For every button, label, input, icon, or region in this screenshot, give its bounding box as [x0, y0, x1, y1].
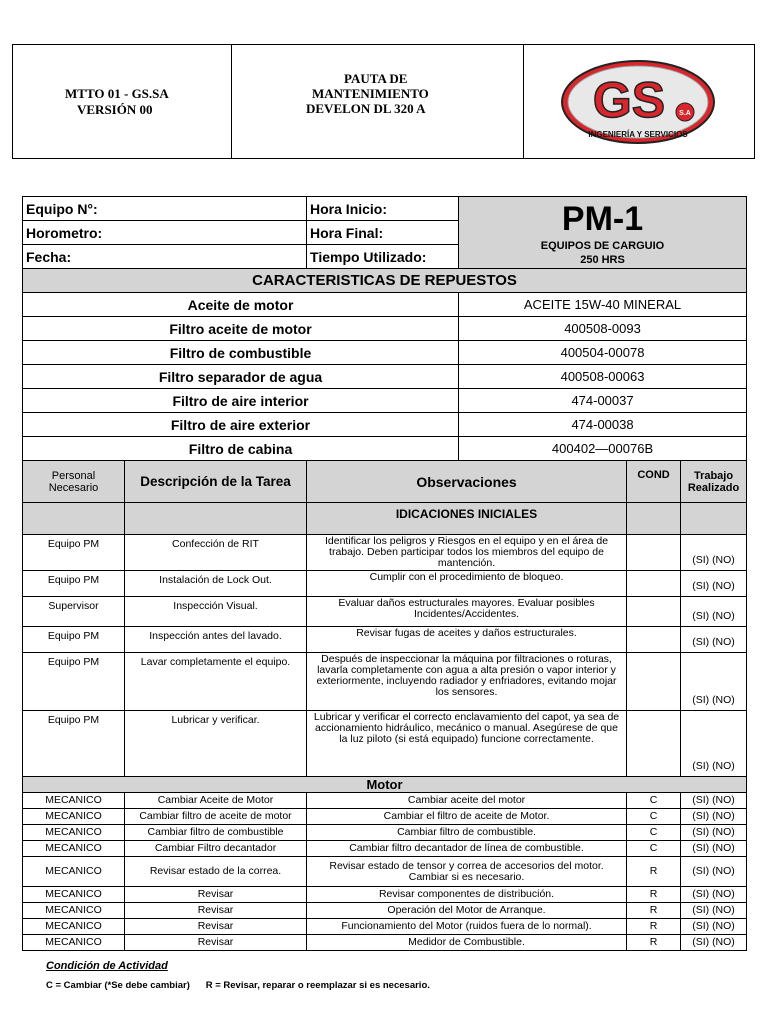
- task-personal: MECANICO: [23, 809, 125, 825]
- blank-cell: [23, 503, 125, 535]
- task-row: [23, 935, 747, 951]
- task-description: Revisar: [125, 903, 307, 919]
- task-observation: Identificar los peligros y Riesgos en el equipo y en el área de trabajo. Deben participar todos los miembros del equipo de mantención.: [307, 535, 627, 571]
- blank-cell: [125, 503, 307, 535]
- task-row: [23, 793, 747, 809]
- task-personal: MECANICO: [23, 935, 125, 951]
- task-row: [23, 841, 747, 857]
- task-observation: Cambiar el filtro de aceite de Motor.: [307, 809, 627, 825]
- task-observation: Revisar estado de tensor y correa de accesorios del motor. Cambiar si es necesario.: [307, 857, 627, 887]
- logo-badge: S.A: [679, 110, 691, 117]
- task-row: [23, 825, 747, 841]
- repuesto-value: 400504-00078: [459, 341, 747, 365]
- task-description: Revisar estado de la correa.: [125, 857, 307, 887]
- task-observation: Cumplir con el procedimiento de bloqueo.: [307, 571, 627, 597]
- repuesto-name: Filtro separador de agua: [23, 365, 459, 389]
- repuesto-name: Filtro aceite de motor: [23, 317, 459, 341]
- task-done-toggle[interactable]: (SI) (NO): [681, 935, 747, 951]
- hora-final-field[interactable]: Hora Final:: [307, 221, 459, 245]
- pm-title-cell: [459, 197, 747, 269]
- task-description: Revisar: [125, 887, 307, 903]
- task-done-toggle[interactable]: (SI) (NO): [681, 793, 747, 809]
- task-description: Confección de RIT: [125, 535, 307, 571]
- task-personal: Supervisor: [23, 597, 125, 627]
- task-done-toggle[interactable]: (SI) (NO): [681, 903, 747, 919]
- task-done-toggle[interactable]: (SI) (NO): [681, 627, 747, 653]
- doc-version: VERSIÓN 00: [77, 102, 153, 117]
- task-row: [23, 919, 747, 935]
- task-observation: Cambiar filtro decantador de línea de combustible.: [307, 841, 627, 857]
- doc-code: MTTO 01 - GS.SA: [65, 86, 169, 101]
- task-cond: [627, 627, 681, 653]
- repuesto-value: 474-00037: [459, 389, 747, 413]
- repuesto-row: [23, 437, 747, 461]
- condicion-legend: C = Cambiar (*Se debe cambiar) R = Revisar, reparar o reemplazar si es necesario.: [46, 980, 430, 991]
- task-cond: R: [627, 887, 681, 903]
- fecha-field[interactable]: Fecha:: [23, 245, 307, 269]
- task-personal: MECANICO: [23, 841, 125, 857]
- task-personal: MECANICO: [23, 793, 125, 809]
- repuesto-value: ACEITE 15W-40 MINERAL: [459, 293, 747, 317]
- task-description: Revisar: [125, 935, 307, 951]
- task-done-toggle[interactable]: (SI) (NO): [681, 825, 747, 841]
- col-observaciones: Observaciones: [307, 461, 627, 503]
- task-done-toggle[interactable]: (SI) (NO): [681, 653, 747, 711]
- task-done-toggle[interactable]: (SI) (NO): [681, 571, 747, 597]
- task-done-toggle[interactable]: (SI) (NO): [681, 711, 747, 777]
- task-cond: [627, 711, 681, 777]
- task-done-toggle[interactable]: (SI) (NO): [681, 841, 747, 857]
- task-personal: MECANICO: [23, 825, 125, 841]
- equipo-field[interactable]: Equipo N°:: [23, 197, 307, 221]
- task-observation: Evaluar daños estructurales mayores. Evaluar posibles Incidentes/Accidentes.: [307, 597, 627, 627]
- task-personal: Equipo PM: [23, 627, 125, 653]
- repuesto-value: 400402—00076B: [459, 437, 747, 461]
- company-logo: [559, 57, 717, 147]
- task-cond: [627, 653, 681, 711]
- task-cond: C: [627, 825, 681, 841]
- pm-sub2: 250 HRS: [580, 254, 625, 266]
- task-description: Revisar: [125, 919, 307, 935]
- task-cond: C: [627, 841, 681, 857]
- col-descripcion: Descripción de la Tarea: [125, 461, 307, 503]
- logo-text: GS: [592, 72, 666, 128]
- task-observation: Medidor de Combustible.: [307, 935, 627, 951]
- task-done-toggle[interactable]: (SI) (NO): [681, 535, 747, 571]
- task-observation: Después de inspeccionar la máquina por filtraciones o roturas, lavarla completamente con agua a alta presión o vapor interior y exteriormente, incluyendo radiador y enfriadores, evitando mojar los sensores.: [307, 653, 627, 711]
- task-description: Lavar completamente el equipo.: [125, 653, 307, 711]
- logo-subtitle: INGENIERÍA Y SERVICIOS: [588, 130, 688, 139]
- task-done-toggle[interactable]: (SI) (NO): [681, 597, 747, 627]
- task-done-toggle[interactable]: (SI) (NO): [681, 857, 747, 887]
- task-done-toggle[interactable]: (SI) (NO): [681, 887, 747, 903]
- repuesto-name: Filtro de aire exterior: [23, 413, 459, 437]
- task-observation: Cambiar filtro de combustible.: [307, 825, 627, 841]
- motor-title: Motor: [23, 777, 747, 793]
- task-observation: Revisar componentes de distribución.: [307, 887, 627, 903]
- condicion-title: Condición de Actividad: [46, 960, 168, 972]
- task-observation: Revisar fugas de aceites y daños estructurales.: [307, 627, 627, 653]
- task-description: Instalación de Lock Out.: [125, 571, 307, 597]
- maintenance-table: [22, 196, 747, 951]
- repuesto-name: Filtro de cabina: [23, 437, 459, 461]
- task-observation: Operación del Motor de Arranque.: [307, 903, 627, 919]
- logo-cell: [524, 45, 754, 158]
- task-row: [23, 597, 747, 627]
- task-row: [23, 711, 747, 777]
- repuesto-row: [23, 389, 747, 413]
- col-trabajo: Trabajo Realizado: [681, 461, 747, 503]
- repuesto-row: [23, 365, 747, 389]
- repuesto-name: Aceite de motor: [23, 293, 459, 317]
- task-description: Cambiar filtro de combustible: [125, 825, 307, 841]
- repuestos-title: CARACTERISTICAS DE REPUESTOS: [23, 269, 747, 293]
- task-personal: Equipo PM: [23, 711, 125, 777]
- task-cond: [627, 535, 681, 571]
- task-cond: C: [627, 809, 681, 825]
- task-personal: Equipo PM: [23, 571, 125, 597]
- task-cond: [627, 597, 681, 627]
- repuesto-name: Filtro de combustible: [23, 341, 459, 365]
- task-row: [23, 627, 747, 653]
- task-row: [23, 571, 747, 597]
- repuesto-value: 400508-0093: [459, 317, 747, 341]
- task-cond: R: [627, 903, 681, 919]
- task-row: [23, 653, 747, 711]
- hora-inicio-field[interactable]: Hora Inicio:: [307, 197, 459, 221]
- task-description: Cambiar filtro de aceite de motor: [125, 809, 307, 825]
- task-cond: R: [627, 935, 681, 951]
- task-description: Cambiar Filtro decantador: [125, 841, 307, 857]
- task-description: Inspección antes del lavado.: [125, 627, 307, 653]
- doc-title-line1: PAUTA DE: [344, 71, 408, 86]
- task-cond: R: [627, 919, 681, 935]
- task-description: Lubricar y verificar.: [125, 711, 307, 777]
- task-row: [23, 903, 747, 919]
- task-done-toggle[interactable]: (SI) (NO): [681, 809, 747, 825]
- pm-title: PM-1: [561, 200, 644, 238]
- task-personal: Equipo PM: [23, 535, 125, 571]
- blank-cell: [627, 503, 681, 535]
- task-done-toggle[interactable]: (SI) (NO): [681, 919, 747, 935]
- task-row: [23, 887, 747, 903]
- task-personal: Equipo PM: [23, 653, 125, 711]
- blank-cell: [681, 503, 747, 535]
- task-personal: MECANICO: [23, 857, 125, 887]
- pm-sub1: EQUIPOS DE CARGUIO: [540, 240, 665, 252]
- task-description: Inspección Visual.: [125, 597, 307, 627]
- document-header: [12, 44, 755, 159]
- task-cond: R: [627, 857, 681, 887]
- col-personal: Personal Necesario: [23, 461, 125, 503]
- doc-title-line3: DEVELON DL 320 A: [306, 101, 426, 116]
- repuesto-row: [23, 293, 747, 317]
- repuesto-value: 400508-00063: [459, 365, 747, 389]
- task-row: [23, 809, 747, 825]
- col-cond: COND: [627, 461, 681, 503]
- task-description: Cambiar Aceite de Motor: [125, 793, 307, 809]
- task-row: [23, 857, 747, 887]
- task-observation: Funcionamiento del Motor (ruidos fuera de lo normal).: [307, 919, 627, 935]
- doc-code-cell: [13, 45, 232, 158]
- task-observation: Lubricar y verificar el correcto enclavamiento del capot, ya sea de accionamiento hidráulico, mecánico o manual. Asegúrese de que la luz piloto (si está equipado) funcione correctamente.: [307, 711, 627, 777]
- doc-title-cell: [232, 45, 524, 158]
- task-personal: MECANICO: [23, 887, 125, 903]
- repuesto-row: [23, 317, 747, 341]
- horometro-field[interactable]: Horometro:: [23, 221, 307, 245]
- doc-title-line2: MANTENIMIENTO: [312, 86, 429, 101]
- task-cond: C: [627, 793, 681, 809]
- repuesto-value: 474-00038: [459, 413, 747, 437]
- task-cond: [627, 571, 681, 597]
- task-personal: MECANICO: [23, 919, 125, 935]
- tiempo-field[interactable]: Tiempo Utilizado:: [307, 245, 459, 269]
- repuesto-name: Filtro de aire interior: [23, 389, 459, 413]
- indicaciones-title: IDICACIONES INICIALES: [307, 503, 627, 535]
- repuesto-row: [23, 413, 747, 437]
- repuesto-row: [23, 341, 747, 365]
- column-header-row: [23, 461, 747, 503]
- task-row: [23, 535, 747, 571]
- task-personal: MECANICO: [23, 903, 125, 919]
- task-observation: Cambiar aceite del motor: [307, 793, 627, 809]
